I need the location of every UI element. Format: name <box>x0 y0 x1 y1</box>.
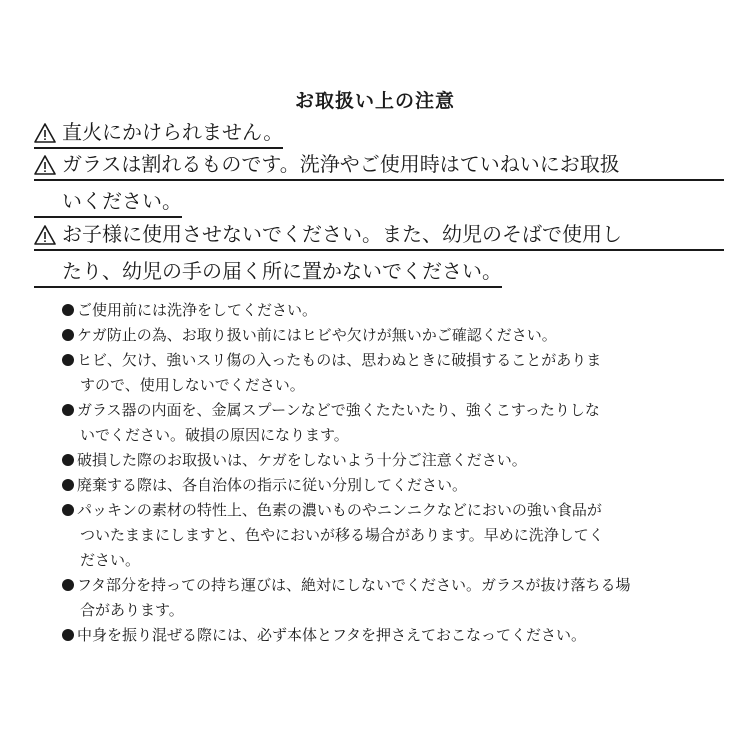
warning-line <box>34 257 502 288</box>
warning-text: いください。 <box>62 189 182 213</box>
warning-line <box>34 187 182 218</box>
warning-triangle-icon <box>34 154 56 176</box>
bullet-text: ださい。 <box>80 551 141 569</box>
list-item <box>62 573 722 623</box>
bullet-dot-icon <box>62 404 74 416</box>
bullet-text: いでください。破損の原因になります。 <box>80 426 349 444</box>
bullet-text: 破損した際のお取扱いは、ケガをしないよう十分ご注意ください。 <box>77 451 527 469</box>
warning-text: 直火にかけられません。 <box>62 120 284 144</box>
list-item <box>62 348 722 398</box>
list-item <box>62 623 722 648</box>
warning-line <box>34 118 283 149</box>
bullet-dot-icon <box>62 304 74 316</box>
list-item <box>62 298 722 323</box>
warning-triangle-icon <box>34 122 56 144</box>
warning-text: お子様に使用させないでください。また、幼児のそばで使用し <box>62 222 622 246</box>
bullet-text: ついたままにしますと、色やにおいが移る場合があります。早めに洗浄してく <box>80 526 604 544</box>
bullet-text: フタ部分を持っての持ち運びは、絶対にしないでください。ガラスが抜け落ちる場 <box>77 576 631 594</box>
list-item <box>62 398 722 448</box>
bullet-text: ケガ防止の為、お取り扱い前にはヒビや欠けが無いかご確認ください。 <box>77 326 557 344</box>
bullet-text: すので、使用しないでください。 <box>80 376 305 394</box>
bullet-dot-icon <box>62 629 74 641</box>
list-item <box>62 498 722 573</box>
warning-line <box>34 220 724 251</box>
list-item <box>62 448 722 473</box>
warning-block-2 <box>34 150 724 218</box>
bullet-list <box>62 298 722 648</box>
bullet-text: 廃棄する際は、各自治体の指示に従い分別してください。 <box>77 476 468 494</box>
bullet-text: ヒビ、欠け、強いスリ傷の入ったものは、思わぬときに破損することがありま <box>77 351 602 369</box>
warning-text: たり、幼児の手の届く所に置かないでください。 <box>62 259 502 283</box>
bullet-text: ご使用前には洗浄をしてください。 <box>77 301 318 319</box>
bullet-text: 中身を振り混ぜる際には、必ず本体とフタを押さえておこなってください。 <box>77 626 586 644</box>
bullet-dot-icon <box>62 329 74 341</box>
list-item <box>62 473 722 498</box>
warning-block-1 <box>34 118 724 149</box>
bullet-text: パッキンの素材の特性上、色素の濃いものやニンニクなどにおいの強い食品が <box>77 501 602 519</box>
warning-line <box>34 150 724 181</box>
bullet-dot-icon <box>62 354 74 366</box>
warning-block-3 <box>34 220 724 288</box>
list-item <box>62 323 722 348</box>
bullet-dot-icon <box>62 579 74 591</box>
bullet-dot-icon <box>62 454 74 466</box>
page-title: お取扱い上の注意 <box>294 90 455 112</box>
warning-triangle-icon <box>34 224 56 246</box>
bullet-dot-icon <box>62 479 74 491</box>
bullet-text: ガラス器の内面を、金属スプーンなどで強くたたいたり、強くこすったりしな <box>77 401 600 419</box>
bullet-dot-icon <box>62 504 74 516</box>
bullet-text: 合があります。 <box>80 601 184 619</box>
warning-text: ガラスは割れるものです。洗浄やご使用時はていねいにお取扱 <box>62 152 620 176</box>
